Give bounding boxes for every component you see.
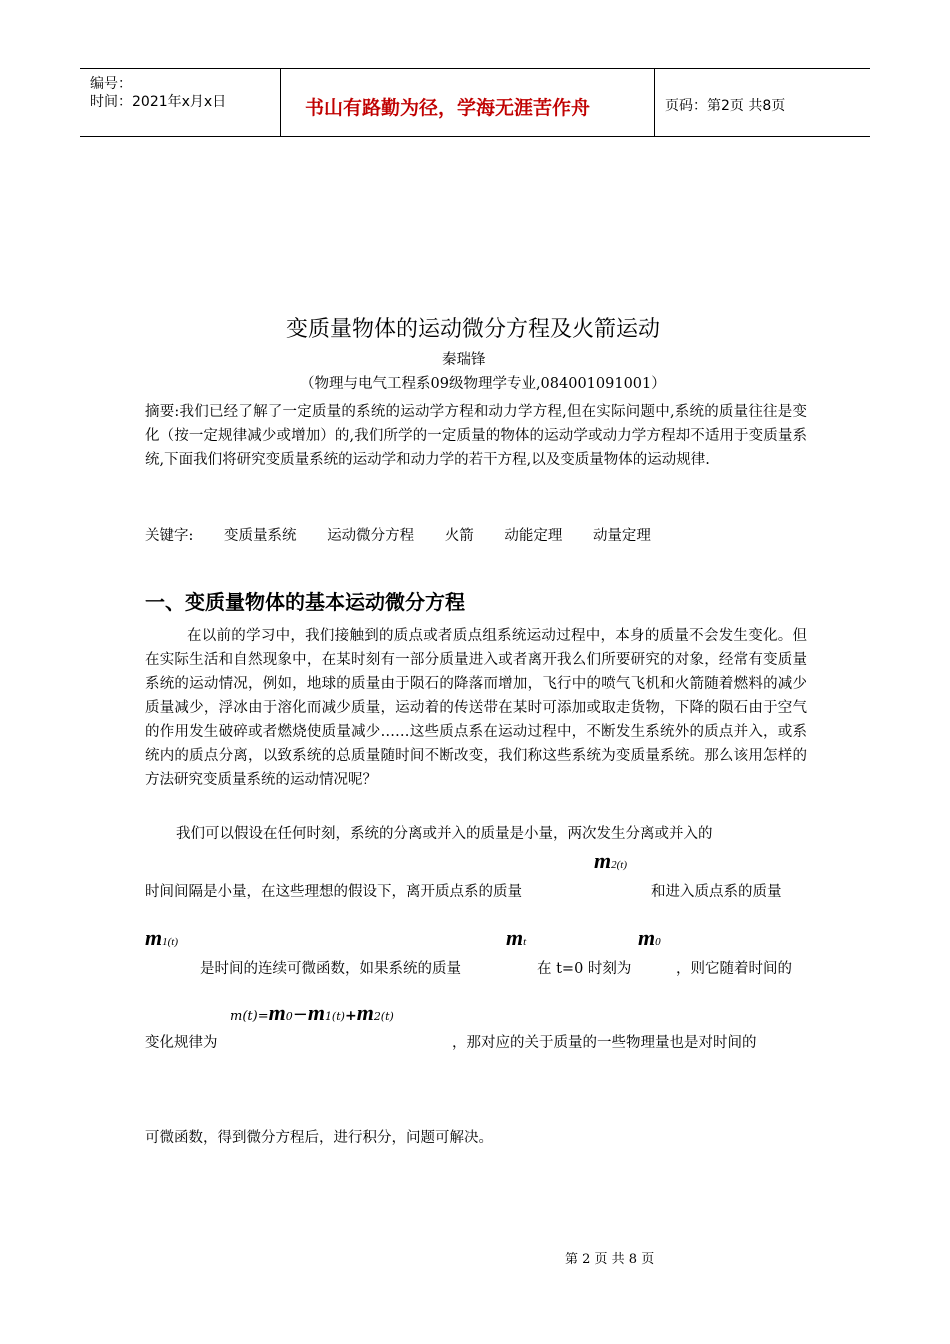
paragraph: 在以前的学习中，我们接触到的质点或者质点组系统运动过程中，本身的质量不会发生变化。但在实际生活和自然现象中，在某时刻有一部分质量进入或者离开我么们所要研究的对象，经常有变质量系统的运动情况，例如，地球的质量由于陨石的降落而增加，飞行中的喷气飞机和火箭随着燃料的减少质量减少，浮冰由于溶化而减少质量，运动着的传送带在某时可添加或取走货物，下降的陨石由于空气的作用发生破碎或者燃烧使质量减少……这些质点系在运动过程中，不断发生系统外的质点并入，或系统内的质点分离，以致系统的总质量随时间不断改变，我们称这些系统为变质量系统。那么该用怎样的方法研究变质量系统的运动情况呢？ [145, 628, 807, 788]
keyword: 运动微分方程 [327, 528, 415, 544]
formula-mt: mt [506, 925, 527, 950]
formula-m1: m1(t) [145, 925, 179, 950]
paragraph-line: ，则它随着时间的 [676, 961, 792, 977]
page-code: 页码：第2页 共8页 [665, 98, 786, 114]
keywords-label: 关键字: [145, 528, 194, 544]
paragraph-line: 我们可以假设在任何时刻，系统的分离或并入的质量是小量，两次发生分离或并入的 [176, 826, 713, 842]
author: 秦瑞锋 [442, 352, 486, 368]
keyword: 动能定理 [504, 528, 563, 544]
paragraph-line: 和进入质点系的质量 [651, 884, 782, 900]
abstract: 摘要:我们已经了解了一定质量的系统的运动学方程和动力学方程,但在实际问题中,系统的质量往往是变化（按一定规律减少或增加）的,我们所学的一定质量的物体的运动学或动力学方程却不适用于变质量系统,下面我们将研究变质量系统的运动学和动力学的若干方程,以及变质量物体的运动规律. [145, 404, 807, 468]
date-label: 时间：2021年x月x日 [90, 94, 227, 110]
equation-mass-law: m(t)=m0−m1(t)+m2(t) [230, 1000, 394, 1025]
paragraph-line: 时间间隔是小量，在这些理想的假设下，离开质点系的质量 [145, 884, 522, 900]
section-heading: 一、变质量物体的基本运动微分方程 [145, 590, 465, 614]
keyword: 变质量系统 [224, 528, 297, 544]
motto: 书山有路勤为径，学海无涯苦作舟 [305, 97, 591, 119]
formula-m2: m2(t) [594, 848, 628, 873]
header-divider [280, 69, 281, 136]
paragraph-line: 在 t=0 时刻为 [537, 961, 632, 977]
keyword: 火箭 [444, 528, 474, 544]
serial-label: 编号： [90, 76, 132, 92]
header-table [80, 68, 870, 137]
paragraph-line: 是时间的连续可微函数，如果系统的质量 [200, 961, 461, 977]
paragraph-line: 变化规律为 [145, 1035, 218, 1051]
affiliation: （物理与电气工程系09级物理学专业,084001091001） [300, 376, 666, 392]
keywords-row [145, 524, 677, 548]
formula-m0: m0 [638, 925, 661, 950]
paragraph-line: 可微函数，得到微分方程后，进行积分，问题可解决。 [145, 1130, 493, 1146]
keyword: 动量定理 [592, 528, 651, 544]
page-footer: 第 2 页 共 8 页 [565, 1252, 655, 1267]
document-title: 变质量物体的运动微分方程及火箭运动 [286, 317, 661, 342]
paragraph-line: ，那对应的关于质量的一些物理量也是对时间的 [452, 1035, 757, 1051]
header-divider [654, 69, 655, 136]
